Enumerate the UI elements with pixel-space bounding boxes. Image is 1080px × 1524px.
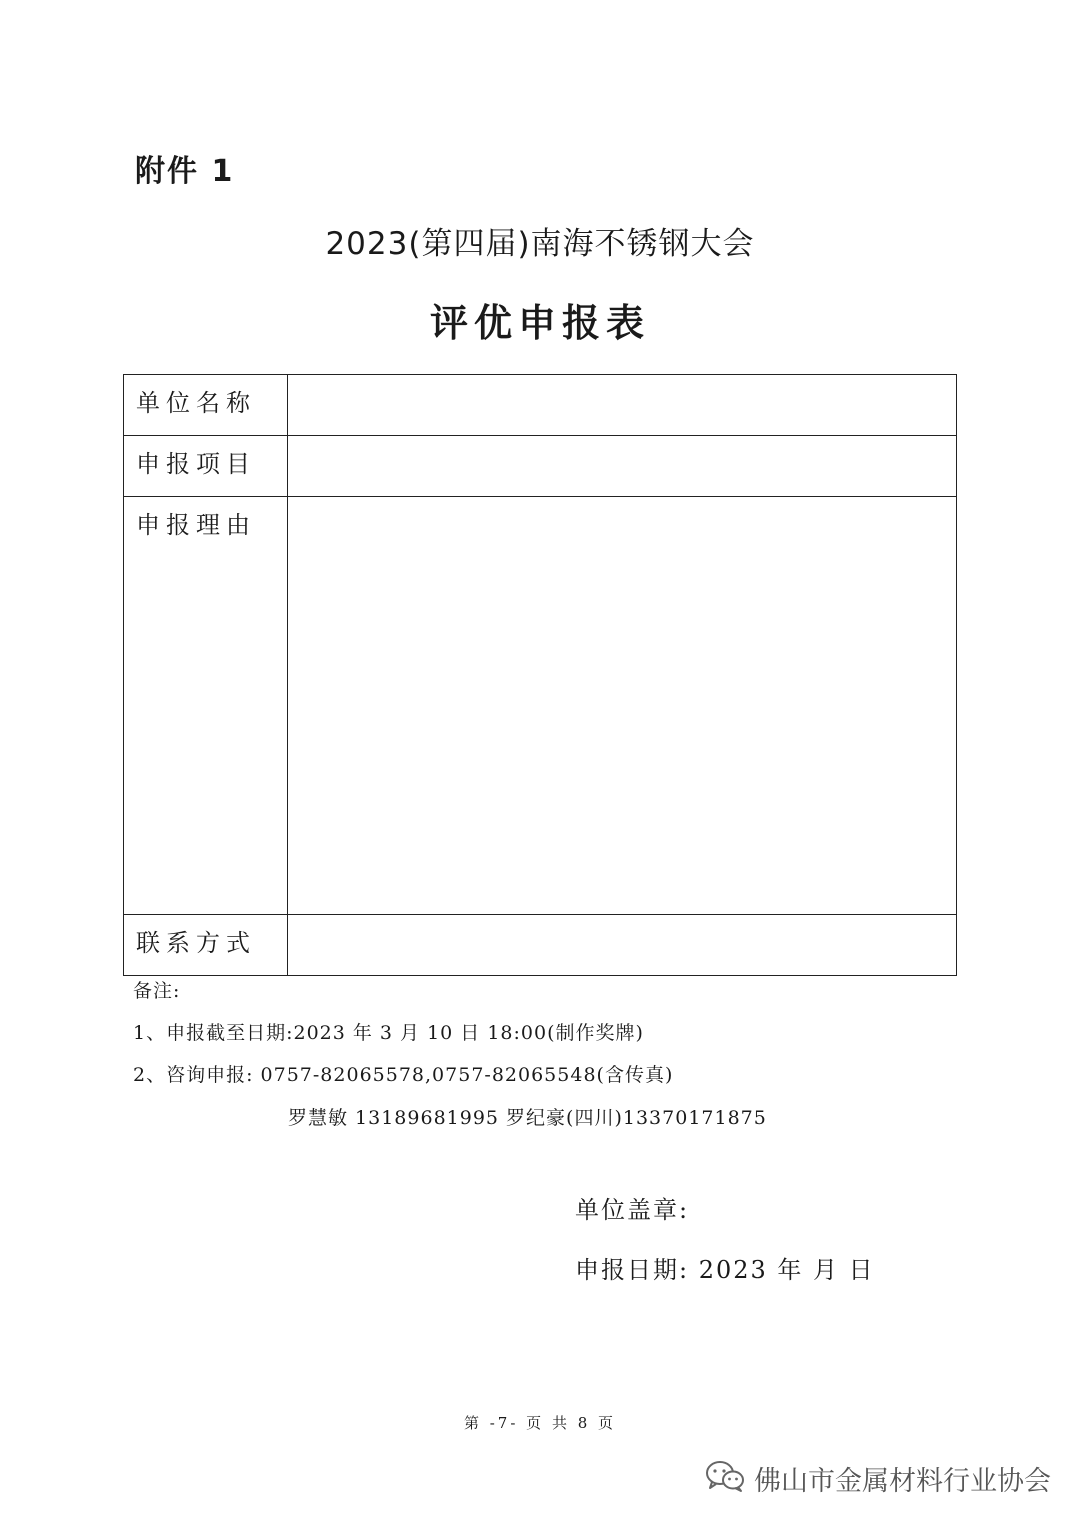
watermark-text: 佛山市金属材料行业协会 (754, 1465, 1051, 1497)
form-row-project (124, 436, 957, 497)
page-number: 第 -7- 页 共 8 页 (463, 1414, 617, 1432)
form-field-reason[interactable] (288, 497, 957, 915)
note-deadline: 1、申报截至日期:2023 年 3 月 10 日 18:00(制作奖牌) (133, 1022, 644, 1044)
form-label-contact: 联系方式 (124, 915, 288, 976)
account-watermark (704, 1458, 1051, 1498)
note-inquiry: 2、咨询申报: 0757-82065578,0757-82065548(含传真) (133, 1064, 674, 1086)
form-label-reason: 申报理由 (124, 497, 288, 915)
form-row-contact (124, 915, 957, 976)
form-row-reason (124, 497, 957, 915)
note-contacts: 罗慧敏 13189681995 罗纪豪(四川)13370171875 (288, 1107, 767, 1129)
form-field-company[interactable] (288, 375, 957, 436)
form-label-project: 申报项目 (124, 436, 288, 497)
form-field-project[interactable] (288, 436, 957, 497)
application-date-label: 申报日期: 2023 年 月 日 (575, 1256, 875, 1284)
attachment-label: 附件 1 (135, 154, 235, 189)
form-label-company: 单位名称 (124, 375, 288, 436)
notes-heading: 备注: (133, 980, 181, 1002)
form-row-company (124, 375, 957, 436)
form-field-contact[interactable] (288, 915, 957, 976)
form-title: 评优申报表 (429, 301, 650, 345)
document-title: 2023(第四届)南海不锈钢大会 (325, 226, 755, 262)
company-stamp-label: 单位盖章: (575, 1196, 690, 1224)
wechat-icon (704, 1459, 746, 1497)
application-form-table (123, 374, 957, 976)
